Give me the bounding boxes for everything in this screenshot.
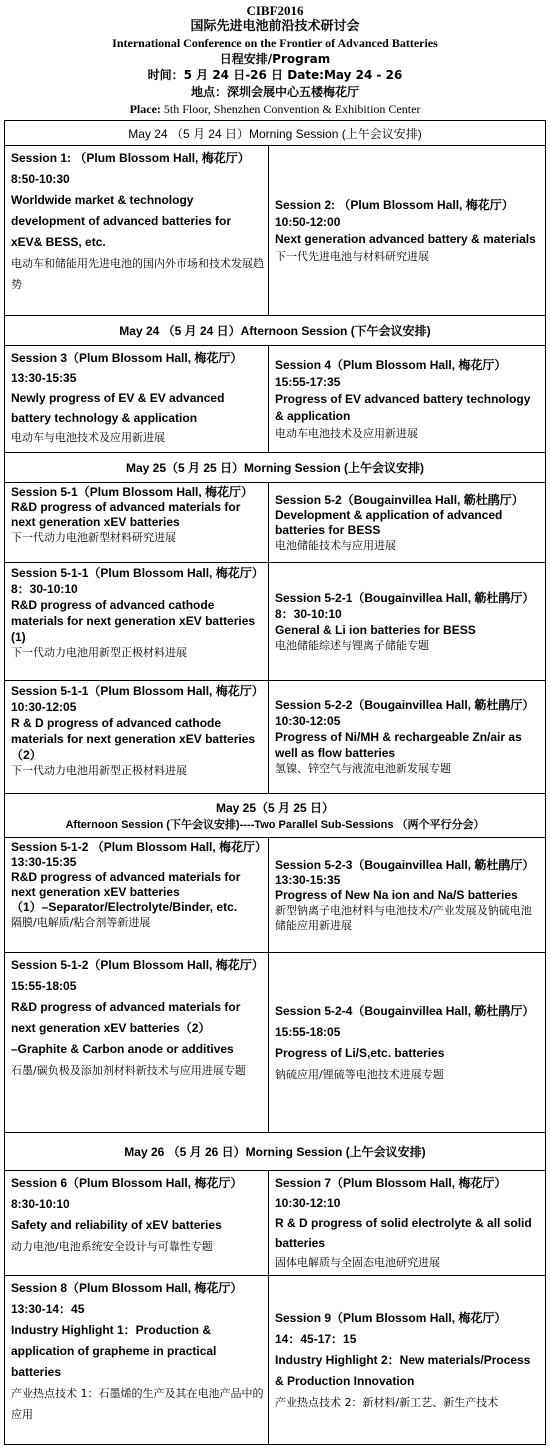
- session-5-2-2-cell: [269, 681, 545, 793]
- session-topic-cn: 下一代动力电池用新型正极材料进展: [11, 764, 187, 777]
- session-time: 10:30-12:10: [275, 1196, 341, 1210]
- session-5-2-1-cell: [269, 563, 545, 680]
- session-title: Session 5-1（Plum Blossom Hall, 梅花厅）: [11, 485, 254, 499]
- session-topic: R & D progress of solid electrolyte & all solid batteries: [275, 1216, 532, 1250]
- program-label: 日程安排/Program: [219, 52, 331, 66]
- place-label: Place:: [129, 102, 161, 116]
- day-header-may25-morning: [5, 453, 545, 483]
- session-title: Session 5-1-2 （Plum Blossom Hall, 梅花厅）: [11, 840, 268, 854]
- session-4-cell: [269, 346, 545, 452]
- session-title: Session 5-1-1（Plum Blossom Hall, 梅花厅）: [11, 566, 264, 580]
- session-time: 15:55-17:35: [275, 374, 341, 389]
- session-time: 10:50-12:00: [275, 214, 341, 229]
- session-topic-cn: 下一代先进电池与材料研究进展: [275, 249, 429, 263]
- day-header-may24-morning: [5, 121, 545, 146]
- session-topic-cn: 电动车电池技术及应用新进展: [275, 426, 418, 440]
- session-title: Session 6（Plum Blossom Hall, 梅花厅）: [11, 1176, 243, 1190]
- day-header-may25-afternoon: [5, 794, 545, 838]
- session-subtopic: –Graphite & Carbon anode or additives: [11, 1042, 234, 1056]
- session-title: Session 5-1-2（Plum Blossom Hall, 梅花厅）: [11, 958, 264, 972]
- session-title: Session 5-2-3（Bougainvillea Hall, 簕杜鹃厅）: [275, 857, 535, 872]
- session-topic-cn: 新型钠离子电池材料与电池技术/产业发展及钠硫电池储能应用新进展: [275, 903, 532, 932]
- day-header-subtext: Afternoon Session (下午会议安排)----Two Parallel Sub-Sessions （两个平行分会）: [65, 819, 485, 831]
- session-title: Session 5-2-1（Bougainvillea Hall, 簕杜鹃厅）: [275, 590, 535, 605]
- session-topic: R & D progress of advanced cathode materials for next generation xEV batteries （2）: [11, 716, 256, 762]
- session-topic: Development & application of advanced batteries for BESS: [275, 507, 503, 537]
- session-time: 15:55-18:05: [275, 1024, 341, 1039]
- session-topic: Industry Highlight 2：New materials/Process & Production Innovation: [275, 1352, 531, 1388]
- session-topic: R&D progress of advanced materials for next generation xEV batteries（2）: [11, 1000, 241, 1035]
- session-topic: Worldwide market & technology development of advanced batteries for xEV& BESS, etc.: [11, 193, 232, 249]
- session-topic-cn: 电动车和储能用先进电池的国内外市场和技术发展趋势: [11, 257, 264, 291]
- session-subtopic: （1）–Separator/Electrolyte/Binder, etc.: [11, 900, 238, 914]
- event-venue-cn: 地点：深圳会展中心五楼梅花厅: [190, 85, 359, 99]
- table-row: [5, 563, 545, 681]
- session-topic: Progress of Ni/MH & rechargeable Zn/air as well as flow batteries: [275, 730, 522, 760]
- session-title: Session 3（Plum Blossom Hall, 梅花厅）: [11, 351, 243, 365]
- session-title: Session 9（Plum Blossom Hall, 梅花厅）: [275, 1310, 507, 1325]
- program-header: [0, 3, 550, 117]
- table-row: [5, 146, 545, 316]
- session-title: Session 5-2-2（Bougainvillea Hall, 簕杜鹃厅）: [275, 698, 535, 712]
- session-5-2-cell: [269, 483, 545, 562]
- day-header-may26-morning: [5, 1133, 545, 1171]
- session-topic: Progress of Li/S,etc. batteries: [275, 1045, 445, 1060]
- session-5-1-2-cell: [5, 838, 269, 952]
- session-time: 8:30-10:10: [11, 1197, 70, 1211]
- session-time: 13:30-15:35: [275, 872, 341, 887]
- session-topic-cn: 产业热点技术 2：新材料/新工艺、新生产技术: [275, 1395, 499, 1409]
- session-topic: General & Li ion batteries for BESS: [275, 622, 476, 637]
- session-topic: Progress of EV advanced battery technology & application: [275, 391, 531, 423]
- session-time: 13:30-14：45: [11, 1302, 85, 1316]
- session-topic: R&D progress of advanced materials for next generation xEV batteries: [11, 500, 241, 529]
- session-5-2-4-cell: [269, 953, 545, 1132]
- session-topic: Progress of New Na ion and Na/S batteries: [275, 887, 518, 902]
- session-time: 13:30-15:35: [11, 855, 77, 869]
- session-topic-cn: 石墨/碳负极及添加剂材料新技术与应用进展专题: [11, 1064, 246, 1077]
- session-title: Session 7（Plum Blossom Hall, 梅花厅）: [275, 1176, 507, 1190]
- day-header-text: May 24 （5 月 24 日）Afternoon Session (下午会议安排): [119, 324, 431, 338]
- event-venue-en: [0, 101, 550, 117]
- session-time: 8:50-10:30: [11, 172, 70, 186]
- session-5-1-1-cell: [5, 563, 269, 680]
- day-header-text: May 24 （5 月 24 日）Morning Session (上午会议安排): [128, 126, 422, 141]
- session-topic: R&D progress of advanced cathode materials for next generation xEV batteries (1): [11, 598, 256, 644]
- table-row: [5, 483, 545, 563]
- session-topic-cn: 固体电解质与全固态电池研究进展: [275, 1256, 440, 1269]
- session-2-cell: [269, 146, 545, 315]
- session-title: Session 4（Plum Blossom Hall, 梅花厅）: [275, 357, 507, 372]
- session-topic-cn: 下一代动力电池新型材料研究进展: [11, 531, 176, 544]
- event-title-cn: 国际先进电池前沿技术研讨会: [190, 19, 360, 34]
- session-topic-cn: 下一代动力电池用新型正极材料进展: [11, 646, 187, 659]
- session-time: 10:30-12:05: [275, 714, 341, 728]
- session-topic: Safety and reliability of xEV batteries: [11, 1218, 222, 1232]
- session-topic-cn: 隔膜/电解质/粘合剂等新进展: [11, 916, 151, 929]
- session-time: 10:30-12:05: [11, 700, 77, 714]
- session-topic-cn: 电池储能技术与应用进展: [275, 538, 396, 552]
- session-8-cell: [5, 1276, 269, 1444]
- table-row: [5, 1276, 545, 1444]
- table-row: [5, 838, 545, 953]
- event-date: 时间：5 月 24 日-26 日 Date:May 24 - 26: [147, 68, 403, 82]
- event-title-en: International Conference on the Frontier of Advanced Batteries: [112, 36, 438, 50]
- table-row: [5, 1171, 545, 1276]
- session-time: 13:30-15:35: [11, 371, 77, 385]
- session-1-cell: [5, 146, 269, 315]
- day-header-text: May 25（5 月 25 日）: [215, 801, 335, 815]
- session-topic-cn: 钠硫应用/锂硫等电池技术进展专题: [275, 1067, 444, 1081]
- place-text: 5th Floor, Shenzhen Convention & Exhibition Center: [163, 102, 421, 116]
- event-code: CIBF2016: [246, 3, 304, 18]
- session-title: Session 8（Plum Blossom Hall, 梅花厅）: [11, 1281, 243, 1295]
- session-topic-cn: 电动车与电池技术及应用新进展: [11, 431, 165, 444]
- session-5-2-3-cell: [269, 838, 545, 952]
- table-row: [5, 346, 545, 453]
- session-title: Session 2: （Plum Blossom Hall, 梅花厅）: [275, 197, 514, 212]
- day-header-may24-afternoon: [5, 316, 545, 346]
- table-row: [5, 953, 545, 1133]
- session-title: Session 5-2-4（Bougainvillea Hall, 簕杜鹃厅）: [275, 1003, 535, 1018]
- session-title: Session 5-1-1（Plum Blossom Hall, 梅花厅）: [11, 684, 264, 698]
- session-topic-cn: 氢镍、锌空气与液流电池新发展专题: [275, 762, 451, 775]
- session-topic: Industry Highlight 1：Production & application of grapheme in practical batteries: [11, 1323, 217, 1379]
- session-9-cell: [269, 1276, 545, 1444]
- program-table: [4, 120, 546, 1445]
- session-title: Session 1: （Plum Blossom Hall, 梅花厅）: [11, 151, 250, 165]
- session-time: 15:55-18:05: [11, 979, 77, 993]
- session-time: 8：30-10:10: [11, 582, 78, 596]
- session-7-cell: [269, 1171, 545, 1275]
- session-topic-cn: 电池储能综述与锂离子储能专题: [275, 638, 429, 652]
- session-topic: R&D progress of advanced materials for next generation xEV batteries: [11, 870, 241, 899]
- session-5-1-1b-cell: [5, 681, 269, 793]
- session-3-cell: [5, 346, 269, 452]
- day-header-text: May 26 （5 月 26 日）Morning Session (上午会议安排): [124, 1145, 426, 1159]
- session-5-1-cell: [5, 483, 269, 562]
- session-title: Session 5-2（Bougainvillea Hall, 簕杜鹃厅）: [275, 492, 524, 507]
- session-topic: Next generation advanced battery & materials: [275, 231, 536, 246]
- session-topic-cn: 产业热点技术 1：石墨烯的生产及其在电池产品中的应用: [11, 1387, 264, 1421]
- session-topic: Newly progress of EV & EV advanced battery technology & application: [11, 391, 225, 425]
- table-row: [5, 681, 545, 794]
- session-time: 14：45-17：15: [275, 1331, 357, 1346]
- session-time: 8：30-10:10: [275, 606, 342, 621]
- session-6-cell: [5, 1171, 269, 1275]
- session-topic-cn: 动力电池/电池系统安全设计与可靠性专题: [11, 1240, 213, 1253]
- session-5-1-2b-cell: [5, 953, 269, 1132]
- day-header-text: May 25（5 月 25 日）Morning Session (上午会议安排): [125, 461, 425, 475]
